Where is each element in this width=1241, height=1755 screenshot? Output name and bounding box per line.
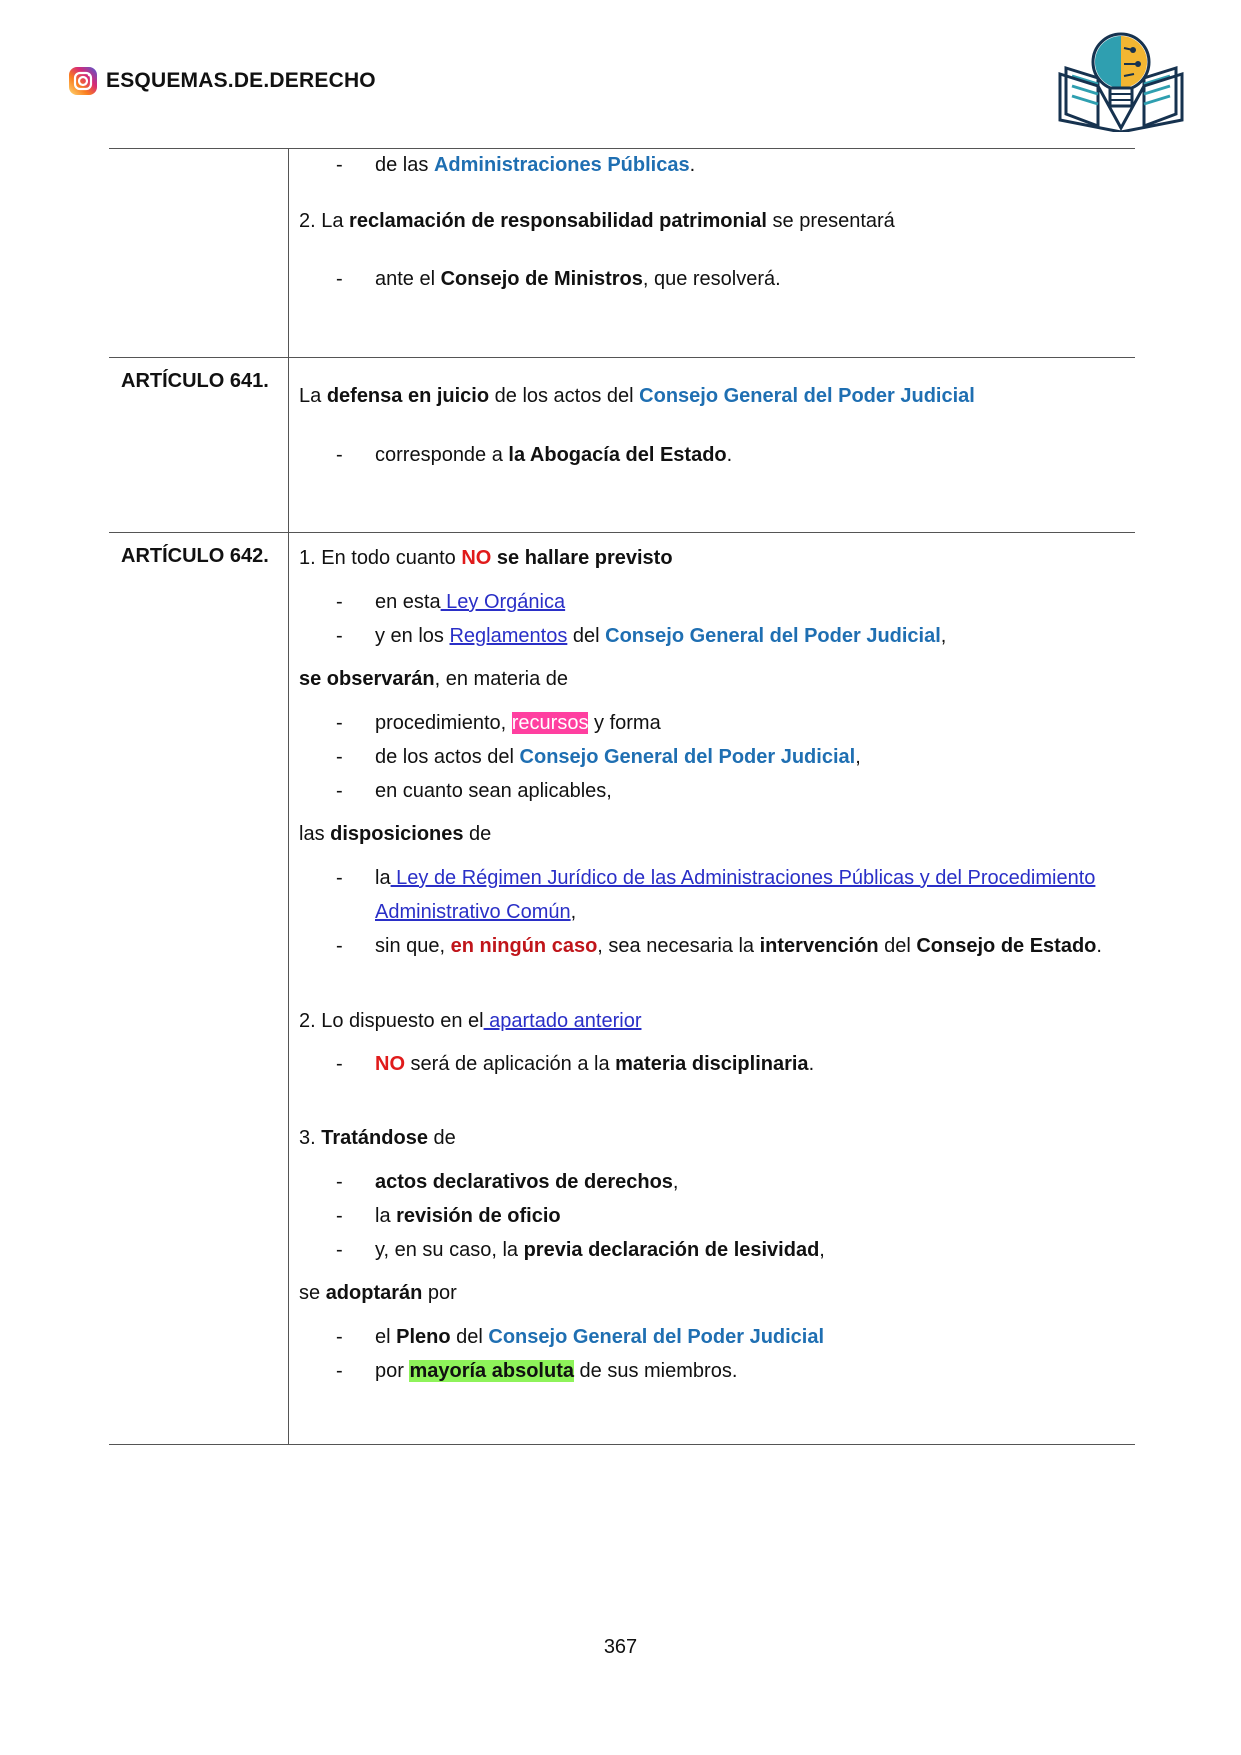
table-top-border: [109, 148, 1135, 149]
list-item: sin que, en ningún caso, sea necesaria la intervención del Consejo de Estado.: [375, 935, 1102, 957]
dash-bullet: -: [336, 935, 343, 957]
dash-bullet: -: [336, 867, 343, 889]
highlight-recursos: recursos: [511, 712, 589, 734]
list-item: actos declarativos de derechos,: [375, 1171, 679, 1193]
link-reglamentos[interactable]: Reglamentos: [449, 625, 568, 647]
paragraph: se adoptarán por: [299, 1282, 457, 1304]
list-item: la Ley de Régimen Jurídico de las Administraciones Públicas y del Procedimiento: [375, 867, 1096, 889]
dash-bullet: -: [336, 1171, 343, 1193]
dash-bullet: -: [336, 1326, 343, 1348]
dash-bullet: -: [336, 444, 343, 466]
dash-bullet: -: [336, 780, 343, 802]
dash-bullet: -: [336, 1205, 343, 1227]
list-item: la revisión de oficio: [375, 1205, 561, 1227]
dash-bullet: -: [336, 268, 343, 290]
list-item: por mayoría absoluta de sus miembros.: [375, 1360, 738, 1382]
articles-table: [109, 148, 1135, 1445]
row-divider: [109, 357, 1135, 358]
list-item: ante el Consejo de Ministros, que resolverá.: [375, 268, 781, 290]
highlight-mayoria-absoluta: mayoría absoluta: [409, 1360, 574, 1382]
list-item: en esta Ley Orgánica: [375, 591, 566, 613]
list-item-continuation: Administrativo Común,: [375, 901, 577, 923]
page-number: 367: [603, 1636, 638, 1658]
link-ley-organica[interactable]: Ley Orgánica: [440, 591, 566, 613]
paragraph: las disposiciones de: [299, 823, 492, 845]
list-item: corresponde a la Abogacía del Estado.: [375, 444, 733, 466]
paragraph: se observarán, en materia de: [299, 668, 569, 690]
list-item: y en los Reglamentos del Consejo General del Poder Judicial,: [375, 625, 947, 647]
list-item: el Pleno del Consejo General del Poder Judicial: [375, 1326, 825, 1348]
list-item: y, en su caso, la previa declaración de lesividad,: [375, 1239, 825, 1261]
paragraph: La defensa en juicio de los actos del Consejo General del Poder Judicial: [299, 385, 975, 407]
dash-bullet: -: [336, 1239, 343, 1261]
dash-bullet: -: [336, 1053, 343, 1075]
row-divider: [109, 532, 1135, 533]
list-item: de los actos del Consejo General del Poder Judicial,: [375, 746, 861, 768]
instagram-icon: [68, 66, 98, 96]
link-ley-regimen-juridico-cont[interactable]: Administrativo Común: [375, 901, 571, 923]
paragraph: 2. La reclamación de responsabilidad patrimonial se presentará: [299, 210, 895, 232]
lightbulb-book-logo: [1058, 28, 1184, 132]
dash-bullet: -: [336, 746, 343, 768]
table-bottom-border: [109, 1444, 1135, 1445]
list-item: en cuanto sean aplicables,: [375, 780, 612, 802]
article-label: ARTÍCULO 641.: [121, 370, 269, 392]
list-item: de las Administraciones Públicas.: [375, 154, 696, 176]
dash-bullet: -: [336, 154, 343, 176]
dash-bullet: -: [336, 712, 343, 734]
column-divider: [288, 148, 289, 1445]
list-item: procedimiento, recursos y forma: [375, 712, 661, 734]
paragraph: 3. Tratándose de: [299, 1127, 456, 1149]
list-item: NO será de aplicación a la materia disciplinaria.: [375, 1053, 815, 1075]
article-label: ARTÍCULO 642.: [121, 545, 269, 567]
dash-bullet: -: [336, 591, 343, 613]
paragraph: 2. Lo dispuesto en el apartado anterior: [299, 1010, 642, 1032]
dash-bullet: -: [336, 1360, 343, 1382]
brand-header: [68, 66, 376, 96]
link-ley-regimen-juridico[interactable]: Ley de Régimen Jurídico de las Administraciones Públicas y del Procedimiento: [390, 867, 1096, 889]
paragraph: 1. En todo cuanto NO se hallare previsto: [299, 547, 673, 569]
dash-bullet: -: [336, 625, 343, 647]
link-apartado-anterior[interactable]: apartado anterior: [483, 1010, 642, 1032]
brand-name: ESQUEMAS.DE.DERECHO: [106, 69, 376, 92]
